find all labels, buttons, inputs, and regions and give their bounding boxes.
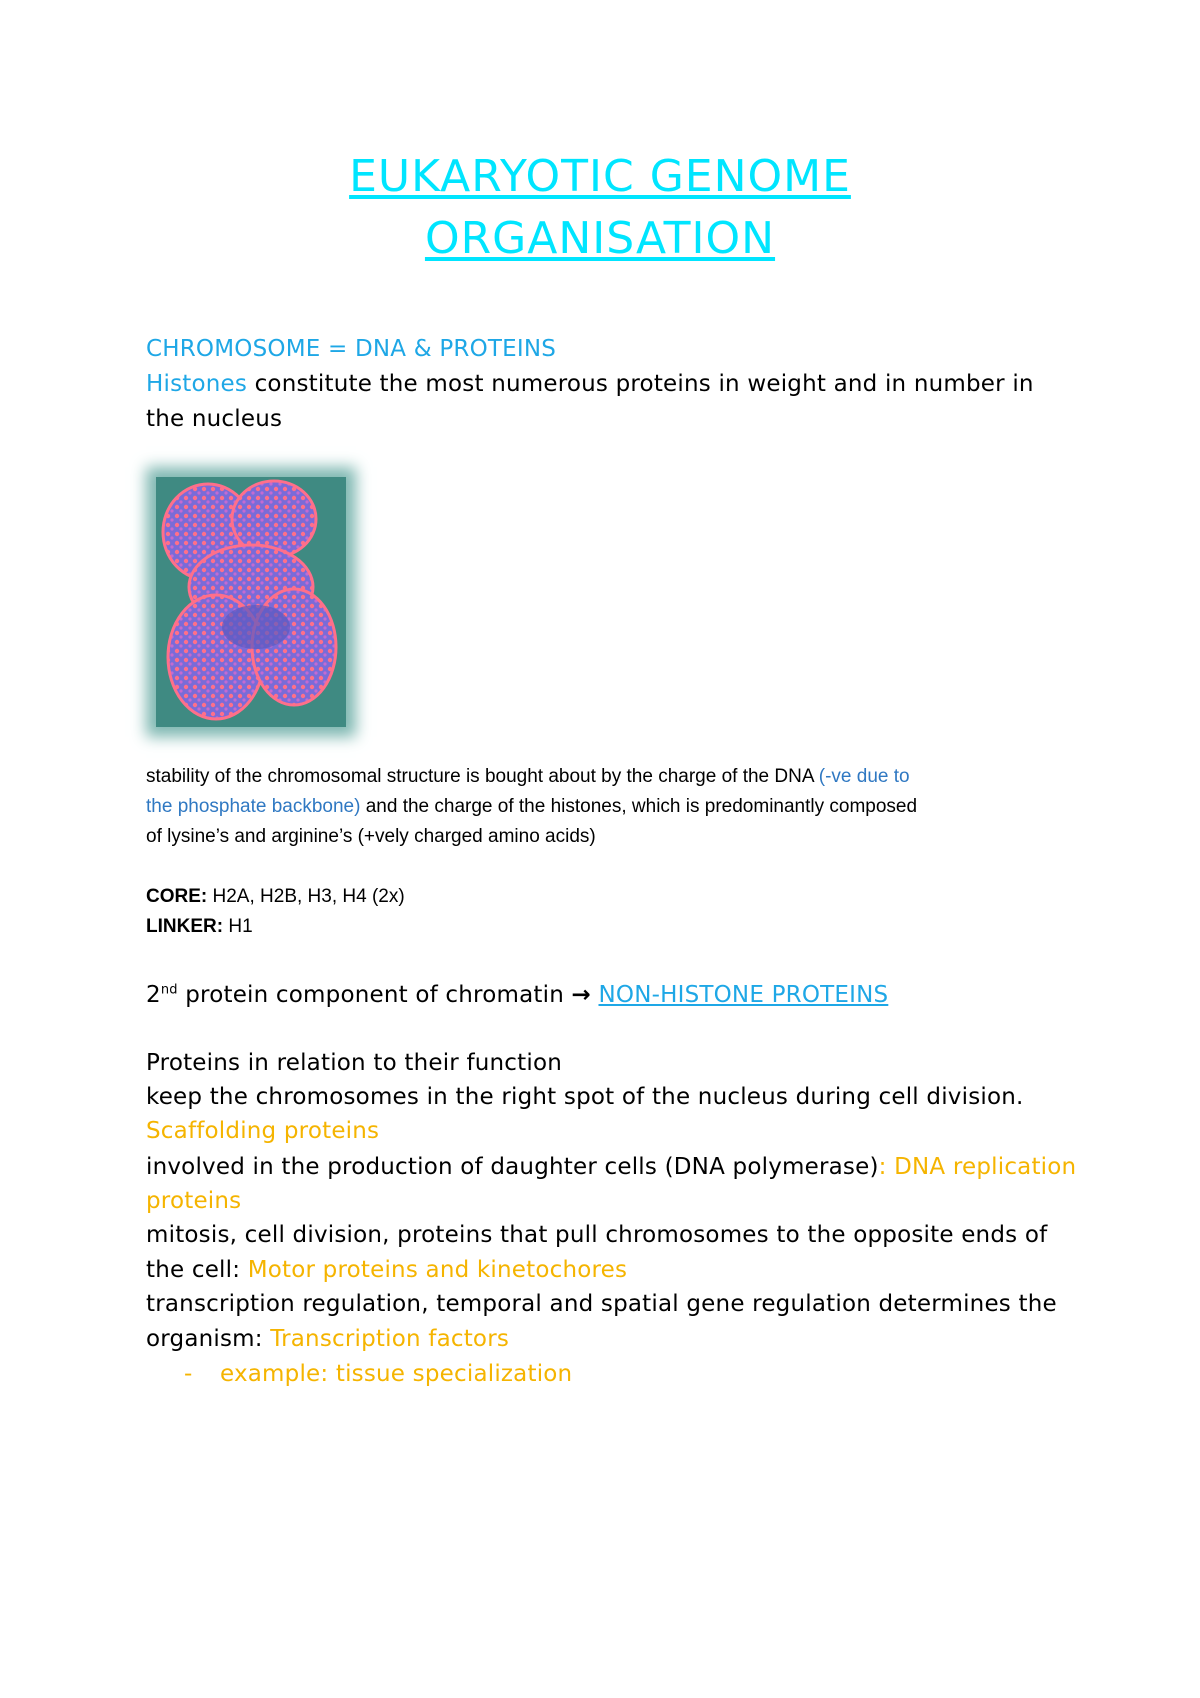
title-line-2: ORGANISATION (424, 213, 776, 264)
non-histone-proteins-link[interactable]: NON-HISTONE PROTEINS (598, 982, 889, 1008)
function-text-8: organism: (146, 1326, 271, 1352)
bullet-example: example: tissue specialization (220, 1361, 573, 1387)
stability-highlight-2: the phosphate backbone) (146, 796, 361, 817)
function-line-8 (146, 1326, 509, 1352)
function-line-1: keep the chromosomes in the right spot of the nucleus during cell division. (146, 1084, 1024, 1110)
core-histones (146, 886, 405, 908)
dna-replication-proteins: : DNA replication (878, 1154, 1077, 1180)
ordinal-number: 2 (146, 982, 161, 1008)
arrow-icon: → (571, 982, 591, 1008)
chromosome-heading: CHROMOSOME = DNA & PROTEINS (146, 336, 557, 362)
stability-text-2: and the charge of the histones, which is predominantly composed (360, 796, 918, 817)
stability-text-1: stability of the chromosomal structure is bought about by the charge of the DNA (146, 766, 819, 787)
histones-sentence (146, 371, 1034, 397)
function-line-4: proteins (146, 1188, 242, 1214)
second-component-text: protein component of chromatin (177, 982, 572, 1008)
core-value: H2A, H2B, H3, H4 (2x) (207, 886, 405, 907)
chromosome-image (156, 477, 346, 727)
second-component-line (146, 982, 888, 1008)
title-line-1: EUKARYOTIC GENOME (349, 151, 851, 202)
motor-proteins: Motor proteins and kinetochores (247, 1257, 628, 1283)
stability-highlight-1: (-ve due to (818, 766, 910, 787)
linker-histones (146, 916, 253, 938)
function-line-3 (146, 1154, 1076, 1180)
histones-term: Histones (146, 371, 248, 397)
ordinal-suffix: nd (160, 982, 178, 998)
scaffolding-proteins: Scaffolding proteins (146, 1118, 380, 1144)
page-title (0, 146, 1200, 270)
stability-line-1 (146, 766, 910, 788)
functions-heading: Proteins in relation to their function (146, 1050, 563, 1076)
chromosome-icon (156, 477, 346, 727)
stability-line-2 (146, 796, 917, 818)
function-text-3: involved in the production of daughter cells (DNA polymerase) (146, 1154, 879, 1180)
function-line-7: transcription regulation, temporal and spatial gene regulation determines the (146, 1291, 1057, 1317)
function-line-6 (146, 1257, 627, 1283)
histones-sentence-cont: the nucleus (146, 406, 283, 432)
transcription-factors: Transcription factors (270, 1326, 510, 1352)
function-line-5: mitosis, cell division, proteins that pull chromosomes to the opposite ends of (146, 1222, 1048, 1248)
linker-value: H1 (223, 916, 253, 937)
bullet-dash: - (184, 1361, 193, 1387)
function-text-6: the cell: (146, 1257, 248, 1283)
core-label: CORE: (146, 886, 208, 907)
histones-text: constitute the most numerous proteins in weight and in number in (247, 371, 1034, 397)
stability-line-3: of lysine’s and arginine’s (+vely charged amino acids) (146, 826, 596, 847)
linker-label: LINKER: (146, 916, 224, 937)
